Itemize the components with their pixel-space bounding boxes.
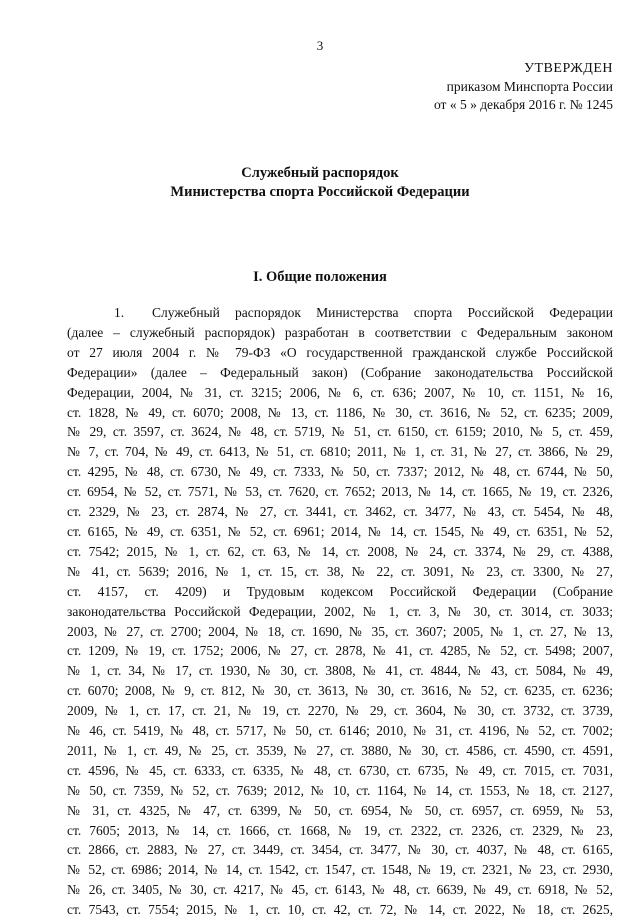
section-heading: I. Общие положения xyxy=(253,269,387,285)
paragraph-line: № 26, ст. 3405, № 30, ст. 4217, № 45, ст. 6143, № 48, ст. 6639, № 49, ст. 6918, № 52, xyxy=(67,882,613,898)
paragraph-line: ст. 7542; 2015, № 1, ст. 62, ст. 63, № 14, ст. 2008, № 24, ст. 3374, № 29, ст. 4388, xyxy=(67,543,613,559)
paragraph-line: ст. 1828, № 49, ст. 6070; 2008, № 13, ст. 1186, № 30, ст. 3616, № 52, ст. 6235; 2009, xyxy=(67,404,613,420)
approval-heading: УТВЕРЖДЕН xyxy=(524,61,613,76)
paragraph-line: ст. 7605; 2013, № 14, ст. 1666, ст. 1668, № 19, ст. 2322, ст. 2326, ст. 2329, № 23, xyxy=(67,822,613,838)
paragraph-line: Федерации» (далее – Федеральный закон) (Собрание законодательства Российской xyxy=(67,364,613,380)
paragraph-line: (далее – служебный распорядок) разработан в соответствии с Федеральным законом xyxy=(67,324,613,340)
paragraph-line: № 46, ст. 5419, № 48, ст. 5717, № 50, ст. 6146; 2010, № 31, ст. 4196, № 52, ст. 7002; xyxy=(67,723,613,739)
document-title-line-1: Служебный распорядок xyxy=(241,165,399,181)
approval-date-line: от « 5 » декабря 2016 г. № 1245 xyxy=(433,97,613,112)
approval-order-line: приказом Минспорта России xyxy=(446,79,613,94)
approval-stamp xyxy=(434,60,613,114)
paragraph-line: 2003, № 27, ст. 2700; 2004, № 18, ст. 1690, № 35, ст. 3607; 2005, № 1, ст. 27, № 13, xyxy=(67,623,613,639)
paragraph-body xyxy=(67,303,613,920)
paragraph-line: ст. 7543, ст. 7554; 2015, № 1, ст. 10, ст. 42, ст. 72, № 14, ст. 2022, № 18, ст. 2625, xyxy=(67,902,613,918)
paragraph-line: ст. 2866, ст. 2883, № 27, ст. 3449, ст. 3454, ст. 3477, № 30, ст. 4037, № 48, ст. 6165, xyxy=(67,842,613,858)
paragraph-line: № 1, ст. 34, № 17, ст. 1930, № 30, ст. 3808, № 41, ст. 4844, № 43, ст. 5084, № 49, xyxy=(67,663,613,679)
paragraph-line: № 41, ст. 5639; 2016, № 1, ст. 15, ст. 38, № 22, ст. 3091, № 23, ст. 3300, № 27, xyxy=(67,563,613,579)
paragraph-line: ст. 2329, № 23, ст. 2874, № 27, ст. 3441, ст. 3462, ст. 3477, № 43, ст. 5454, № 48, xyxy=(67,504,613,520)
paragraph-line: № 52, ст. 6986; 2014, № 14, ст. 1542, ст. 1547, ст. 1548, № 19, ст. 2321, № 23, ст. 2930, xyxy=(67,862,613,878)
paragraph-line: ст. 4596, № 45, ст. 6333, ст. 6335, № 48, ст. 6730, ст. 6735, № 49, ст. 7015, ст. 7031, xyxy=(67,762,613,778)
document-title-line-2: Министерства спорта Российской Федерации xyxy=(170,184,470,200)
paragraph-line: № 29, ст. 3597, ст. 3624, № 48, ст. 5719, № 51, ст. 6150, ст. 6159; 2010, № 5, ст. 459, xyxy=(67,424,613,440)
paragraph-line: Федерации, 2004, № 31, ст. 3215; 2006, № 6, ст. 636; 2007, № 10, ст. 1151, № 16, xyxy=(67,384,613,400)
paragraph-line: 2011, № 1, ст. 49, № 25, ст. 3539, № 27, ст. 3880, № 30, ст. 4586, ст. 4590, ст. 4591, xyxy=(67,742,613,758)
paragraph-line: ст. 1209, № 19, ст. 1752; 2006, № 27, ст. 2878, № 41, ст. 4285, № 52, ст. 5498; 2007, xyxy=(67,643,613,659)
paragraph-line: ст. 6165, № 49, ст. 6351, № 52, ст. 6961; 2014, № 14, ст. 1545, № 49, ст. 6351, № 52, xyxy=(67,523,613,539)
paragraph-line: законодательства Российской Федерации, 2002, № 1, ст. 3, № 30, ст. 3014, ст. 3033; xyxy=(67,603,613,619)
paragraph-line: № 50, ст. 7359, № 52, ст. 7639; 2012, № 10, ст. 1164, № 14, ст. 1553, № 18, ст. 2127, xyxy=(67,782,613,798)
paragraph-line: ст. 6070; 2008, № 9, ст. 812, № 30, ст. 3613, № 30, ст. 3616, № 52, ст. 6235, ст. 6236; xyxy=(67,683,613,699)
paragraph-number: 1. xyxy=(114,305,125,320)
paragraph-line: ст. 4157, ст. 4209) и Трудовым кодексом Российской Федерации (Собрание xyxy=(67,583,613,599)
paragraph-line: № 31, ст. 4325, № 47, ст. 6399, № 50, ст. 6954, № 50, ст. 6957, ст. 6959, № 53, xyxy=(67,802,613,818)
paragraph-line: от 27 июля 2004 г. № 79-ФЗ «О государственной гражданской службе Российской xyxy=(67,344,613,360)
paragraph-line: ст. 6954, № 52, ст. 7571, № 53, ст. 7620, ст. 7652; 2013, № 14, ст. 1665, № 19, ст. 2326, xyxy=(67,484,613,500)
document-title xyxy=(0,164,640,202)
paragraph-line: 2009, № 1, ст. 17, ст. 21, № 19, ст. 2270, № 29, ст. 3604, № 30, ст. 3732, ст. 3739, xyxy=(67,703,613,719)
paragraph-line xyxy=(67,303,613,323)
paragraph-line: ст. 4295, № 48, ст. 6730, № 49, ст. 7333, № 50, ст. 7337; 2012, № 48, ст. 6744, № 50, xyxy=(67,464,613,480)
page-number: 3 xyxy=(316,38,324,53)
paragraph-line-text: Служебный распорядок Министерства спорта Российской Федерации xyxy=(152,305,613,320)
paragraph-line: № 7, ст. 704, № 49, ст. 6413, № 51, ст. 6810; 2011, № 1, ст. 31, № 27, ст. 3866, № 29, xyxy=(67,444,613,460)
